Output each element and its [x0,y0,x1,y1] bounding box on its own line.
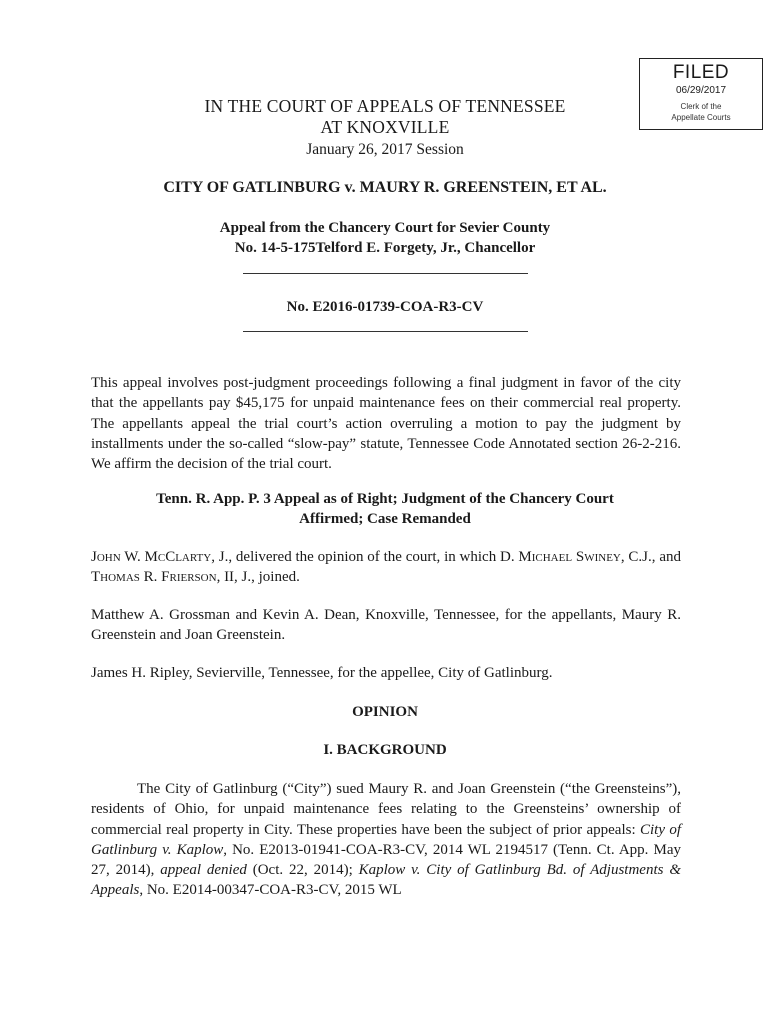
case-caption: CITY OF GATLINBURG v. MAURY R. GREENSTEIN, ET AL. [163,179,607,196]
disposition-line1: Tenn. R. App. P. 3 Appeal as of Right; Judgment of the Chancery Court [156,491,614,507]
section-heading: I. BACKGROUND [323,742,447,758]
body-text-1: The City of Gatlinburg (“City”) sued Maury R. and Joan Greenstein (“the Greensteins”), residents of Ohio, for unpaid maintenance fees relating to the Greensteins’ ownership of commercial real property in City. These properties have been the subject of prior appeals: [91,781,681,838]
citation-3: Kaplow v. City of Gatlinburg Bd. of Adjustments & Appeals [91,862,681,899]
appeal-from-court: Appeal from the Chancery Court for Sevier County [219,220,551,236]
filed-stamp-clerk: Clerk of the [680,102,722,111]
divider-bottom [243,331,528,332]
judge-author: John W. McClarty [91,549,212,565]
filed-stamp-date: 06/29/2017 [675,85,727,96]
session-date: January 26, 2017 Session [306,141,464,158]
counsel-appellants: Matthew A. Grossman and Kevin A. Dean, Knoxville, Tennessee, for the appellants, Maury R. Greenstein and Joan Greenstein. [91,607,681,644]
citation-2: appeal denied [160,862,247,879]
judges-text-3: , II, J., joined. [216,569,300,586]
disposition-line2: Affirmed; Case Remanded [299,511,471,527]
citation-1: City of Gatlinburg v. Kaplow [91,821,681,858]
opinion-heading: OPINION [352,704,418,720]
judges-statement [91,547,681,588]
court-name: IN THE COURT OF APPEALS OF TENNESSEE [204,96,566,116]
filed-stamp-courts: Appellate Courts [671,113,731,122]
judge-2: D. Michael Swiney [500,549,621,565]
body-text-2: , No. E2013-01941-COA-R3-CV, 2014 WL 2194517 (Tenn. Ct. App. May 27, 2014), [91,841,681,879]
judge-3: Thomas R. Frierson [91,569,217,586]
body-text-4: , No. E2014-00347-COA-R3-CV, 2015 WL [139,882,402,899]
judges-text-1: , J., delivered the opinion of the court, in which [211,549,501,565]
judges-text-2: , C.J., and [620,549,681,565]
filed-stamp-title: FILED [672,62,730,83]
case-summary: This appeal involves post-judgment proceedings following a final judgment in favor of the city that the appellants pay $45,175 for unpaid maintenance fees on their commercial real property. The appellants appeal the trial court’s action overruling a motion to pay the judgment by installments under the so-called “slow-pay” statute, Tennessee Code Annotated section 26-2-216. We affirm the decision of the trial court. [91,375,681,473]
disposition [0,489,770,529]
docket-number: No. E2016-01739-COA-R3-CV [286,299,484,315]
court-location: AT KNOXVILLE [320,117,450,137]
body-text-3: (Oct. 22, 2014); [246,862,359,879]
counsel-appellee: James H. Ripley, Sevierville, Tennessee, for the appellee, City of Gatlinburg. [91,665,553,681]
appeal-from-judge: No. 14-5-175Telford E. Forgety, Jr., Chancellor [234,240,536,256]
body-paragraph [91,779,681,901]
divider-top [243,273,528,274]
